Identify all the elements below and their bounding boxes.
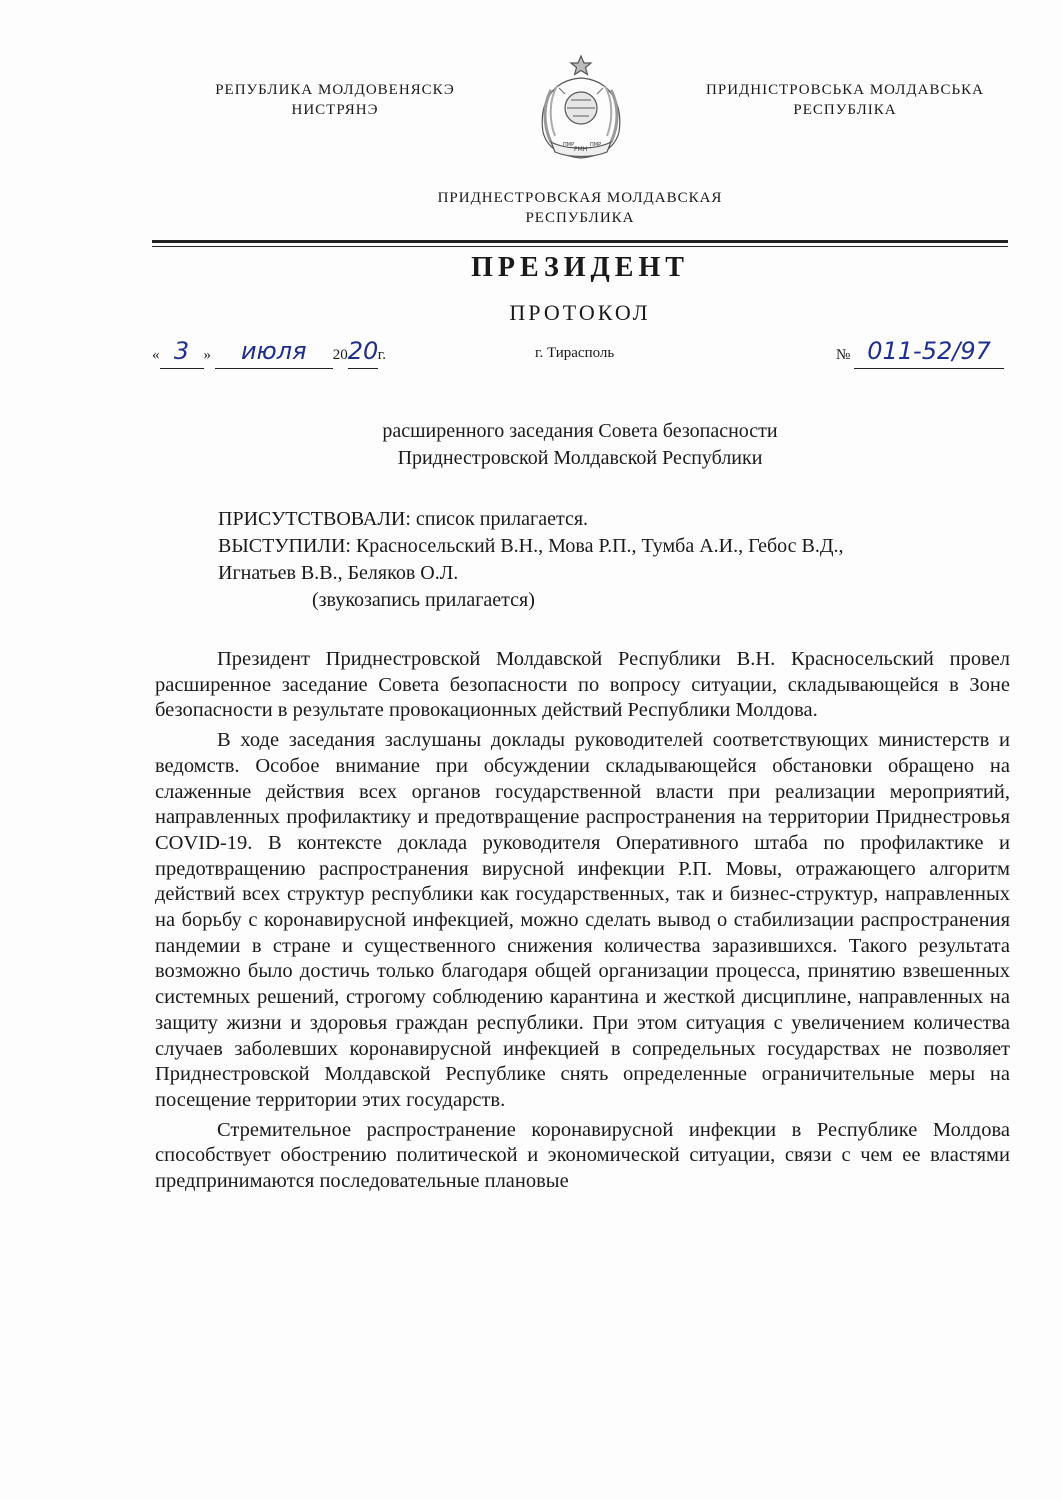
city: г. Тирасполь (535, 345, 615, 361)
emblem-ribbon-right: ПМР (590, 142, 602, 148)
header-left (170, 80, 500, 120)
date-day: 3 (173, 337, 190, 365)
state-emblem-icon (521, 50, 641, 165)
header-divider-thin (152, 246, 1008, 247)
header-center (380, 188, 780, 228)
attendance-present: ПРИСУТСТВОВАЛИ: список прилагается. (218, 508, 589, 530)
subject-line1: расширенного заседания Совета безопасности (382, 420, 778, 442)
emblem-ribbon-center: PMH (574, 146, 588, 153)
date-open-quote: « (152, 347, 160, 363)
attendance-speakers-line1: ВЫСТУПИЛИ: Красносельский В.Н., Мова Р.П., Тумба А.И., Гебос В.Д., (218, 535, 844, 557)
body-paragraph-2: В ходе заседания заслушаны доклады руководителей соответствующих министерств и ведомств. Особое внимание при обсуждении складывающейся обстановки обращено на слаженные действия всех органов государственной власти при реализации мероприятий, направленных профилактику и предотвращение распространения на территории Приднестровья COVID-19. В контексте доклада руководителя Оперативного штаба по профилактике и предотвращению распространения вирусной инфекции Р.П. Мовы, отражающего алгоритм действий всех структур республики как государственных, так и бизнес-структур, направленных на борьбу с коронавирусной инфекцией, можно сделать вывод о стабилизации распространения пандемии в стране и существенного снижения количества заразившихся. Такого результата возможно было достичь только благодаря общей организации процесса, принятию взвешенных системных решений, строгому соблюдению карантина и жесткой дисциплине, направленных на защиту жизни и здоровья граждан республики. При этом ситуация с увеличением количества случаев заболевших коронавирусной инфекцией в сопредельных государствах не позволяет Приднестровской Молдавской Республике снять определенные ограничительные меры на посещение территории этих государств. (155, 729, 1010, 1111)
date-field (152, 338, 386, 369)
date-year-prefix: 20 (332, 347, 348, 363)
body-paragraph-1: Президент Приднестровской Молдавской Республики В.Н. Красносельский провел расширенное заседание Совета безопасности по вопросу ситуации, складывающейся в Зоне безопасности в результате провокационных действий Республики Молдова. (155, 648, 1010, 722)
header-divider-thick (152, 240, 1008, 243)
number-label: № (836, 347, 851, 363)
page-title: ПРЕЗИДЕНТ (471, 252, 689, 283)
emblem-ribbon-left: ПМР (563, 142, 575, 148)
header-right-line1: ПРИДНІСТРОВСЬКА МОЛДАВСЬКА (706, 82, 984, 98)
date-year-suffix: 20 (347, 337, 379, 365)
header-right (660, 80, 1030, 120)
attendance-recording: (звукозапись прилагается) (312, 589, 535, 611)
body-paragraph-3: Стремительное распространение коронавирусной инфекции в Республике Молдова способствует обострению политической и экономической ситуации, связи с чем ее властями предпринимаются последовательные плановые (155, 1118, 1010, 1193)
subject-line2: Приднестровской Молдавской Республики (397, 447, 763, 469)
header-left-line1: РЕПУБЛИКА МОЛДОВЕНЯСКЭ (215, 82, 455, 98)
header-left-line2: НИСТРЯНЭ (291, 102, 379, 118)
date-month: июля (240, 337, 307, 365)
number-value: 011-52/97 (867, 337, 991, 365)
header-center-line2: РЕСПУБЛИКА (525, 210, 635, 226)
date-year-mark: г. (377, 347, 386, 363)
header-right-line2: РЕСПУБЛІКА (793, 102, 897, 118)
date-close-quote: » (203, 347, 211, 363)
document-body (155, 647, 1010, 1199)
document-subject (200, 418, 960, 472)
header-center-line1: ПРИДНЕСТРОВСКАЯ МОЛДАВСКАЯ (437, 190, 723, 206)
document-type: ПРОТОКОЛ (509, 300, 651, 325)
attendance-speakers-line2: Игнатьев В.В., Беляков О.Л. (218, 562, 459, 584)
document-number (836, 338, 1004, 369)
